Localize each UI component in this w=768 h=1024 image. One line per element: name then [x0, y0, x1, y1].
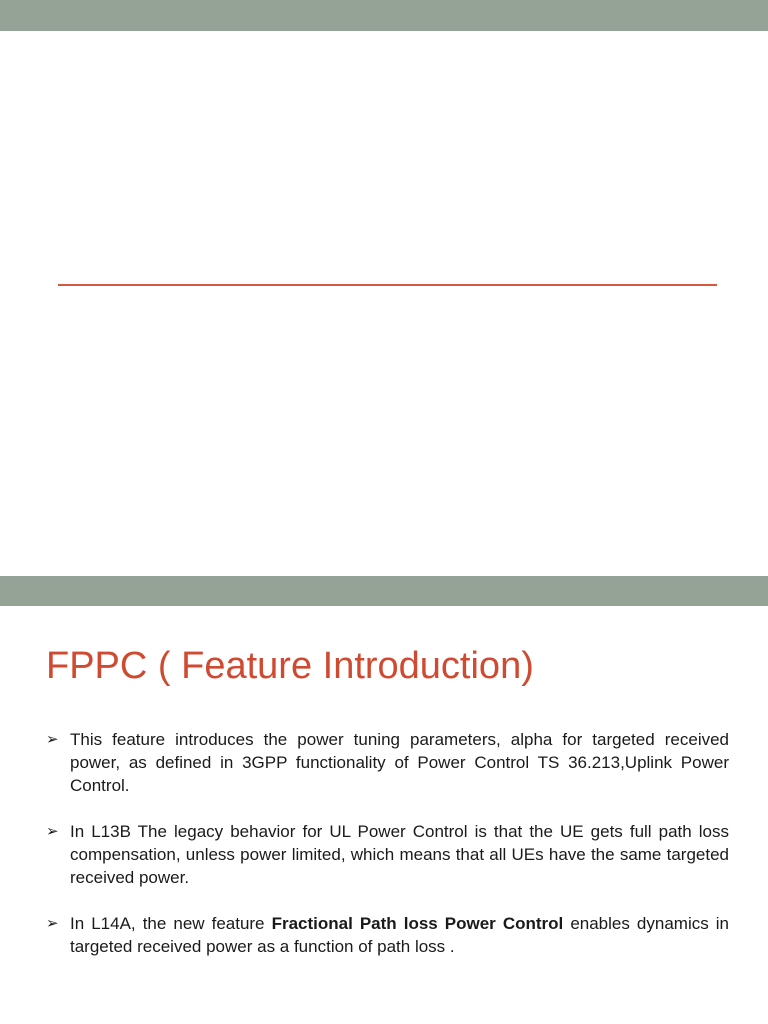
arrow-right-icon: ➢ [46, 731, 59, 748]
bullet-text: This feature introduces the power tuning parameters, alpha for targeted received power, as defined in 3GPP functionality of Power Control TS 36.213,Uplink Power Control. [70, 730, 729, 795]
slide-title: FPPC ( Feature Introduction) [46, 645, 534, 687]
arrow-right-icon: ➢ [46, 823, 59, 840]
slide-header-bar [0, 0, 768, 31]
bullet-text-bold: Fractional Path loss Power Control [271, 914, 564, 933]
bullet-text: In L13B The legacy behavior for UL Power Control is that the UE gets full path loss compensation, unless power limited, which means that all UEs have the same targeted received power. [70, 822, 729, 887]
bullet-text-before: In L14A, the new feature [70, 914, 272, 933]
arrow-right-icon: ➢ [46, 915, 59, 932]
title-divider-line [58, 284, 717, 286]
bullet-list [46, 728, 729, 981]
slide-header-bar-2 [0, 576, 768, 606]
bullet-item-1 [46, 728, 729, 797]
bullet-item-3 [46, 912, 729, 958]
bullet-item-2 [46, 820, 729, 889]
bullet-text-after: enables dynamics in targeted received power as a function of path loss . [70, 914, 729, 956]
